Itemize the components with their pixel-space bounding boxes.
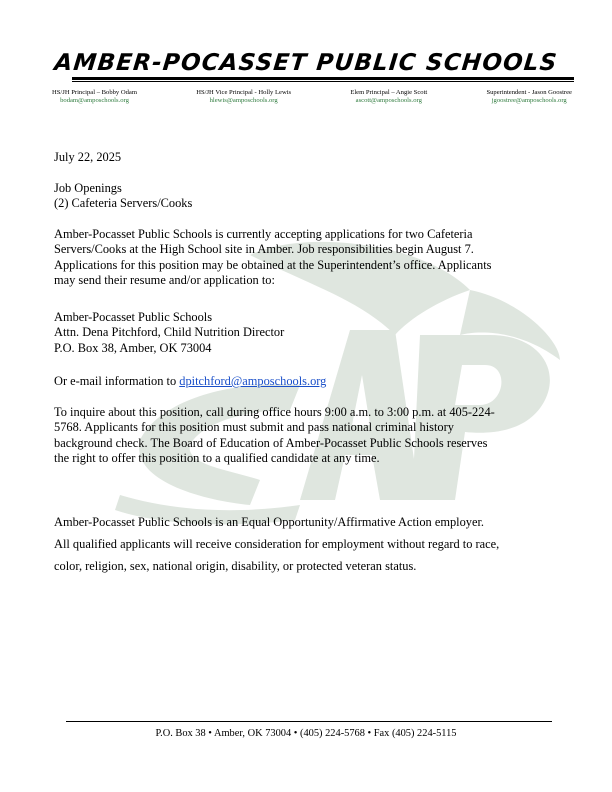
footer-rule <box>66 721 552 722</box>
contact-elem-principal <box>350 89 427 105</box>
school-name-masthead: AMBER-POCASSET PUBLIC SCHOOLS <box>53 50 559 76</box>
paragraph-line: All qualified applicants will receive consideration for employment without regard to race, <box>54 537 500 551</box>
email-prefix: Or e-mail information to <box>54 374 180 388</box>
paragraph-line: the right to offer this position to a qualified candidate at any time. <box>54 451 380 466</box>
paragraph-line: color, religion, sex, national origin, disability, or protected veteran status. <box>54 559 417 573</box>
paragraph-line: 5768. Applicants for this position must submit and pass national criminal history <box>54 420 454 435</box>
contact-email: jgoostree@amposchools.org <box>491 97 567 104</box>
address-line: P.O. Box 38, Amber, OK 73004 <box>54 340 212 355</box>
header-rule-thin <box>72 81 574 82</box>
email-link[interactable]: dpitchford@amposchools.org <box>179 374 327 388</box>
contact-title: Elem Principal – Angie Scott <box>350 89 428 96</box>
letter-subject <box>54 181 564 212</box>
contact-superintendent <box>486 89 572 105</box>
email-line <box>54 374 564 389</box>
subject-line: Job Openings <box>54 181 122 195</box>
paragraph-eeo <box>54 511 564 577</box>
paragraph-line: To inquire about this position, call during office hours 9:00 a.m. to 3:00 p.m. at 405-224- <box>54 405 495 419</box>
contact-hs-vice-principal <box>196 89 291 105</box>
paragraph-line: may send their resume and/or application to: <box>54 273 275 288</box>
paragraph-line: background check. The Board of Education of Amber-Pocasset Public Schools reserves <box>54 435 488 450</box>
contact-email: bodam@amposchools.org <box>60 97 129 104</box>
address-line: Amber-Pocasset Public Schools <box>54 310 213 324</box>
contact-title: Superintendent - Jason Goostree <box>486 89 572 96</box>
contact-title: HS/JH Vice Principal - Holly Lewis <box>196 89 292 96</box>
paragraph-line: Servers/Cooks at the High School site in Amber. Job responsibilities begin August 7. <box>54 242 474 257</box>
address-line: Attn. Dena Pitchford, Child Nutrition Director <box>54 325 285 340</box>
paragraph-line: Amber-Pocasset Public Schools is an Equal Opportunity/Affirmative Action employer. <box>54 515 485 529</box>
contact-hs-principal <box>52 89 137 105</box>
paragraph-line: Applications for this position may be obtained at the Superintendent’s office. Applicants <box>54 257 492 272</box>
footer-address: P.O. Box 38 • Amber, OK 73004 • (405) 224-5768 • Fax (405) 224-5115 <box>155 728 457 739</box>
paragraph-inquiry <box>54 405 564 467</box>
subject-line: (2) Cafeteria Servers/Cooks <box>54 196 193 211</box>
staff-contacts <box>52 89 572 105</box>
paragraph-line: Amber-Pocasset Public Schools is currently accepting applications for two Cafeteria <box>54 227 473 241</box>
header-rule <box>72 77 574 80</box>
contact-email: hlewis@amposchools.org <box>209 97 278 104</box>
letter-date: July 22, 2025 <box>54 150 122 164</box>
mailing-address <box>54 310 564 356</box>
contact-email: ascott@amposchools.org <box>355 97 422 104</box>
contact-title: HS/JH Principal – Bobby Odam <box>52 89 137 96</box>
paragraph-announcement <box>54 227 564 289</box>
